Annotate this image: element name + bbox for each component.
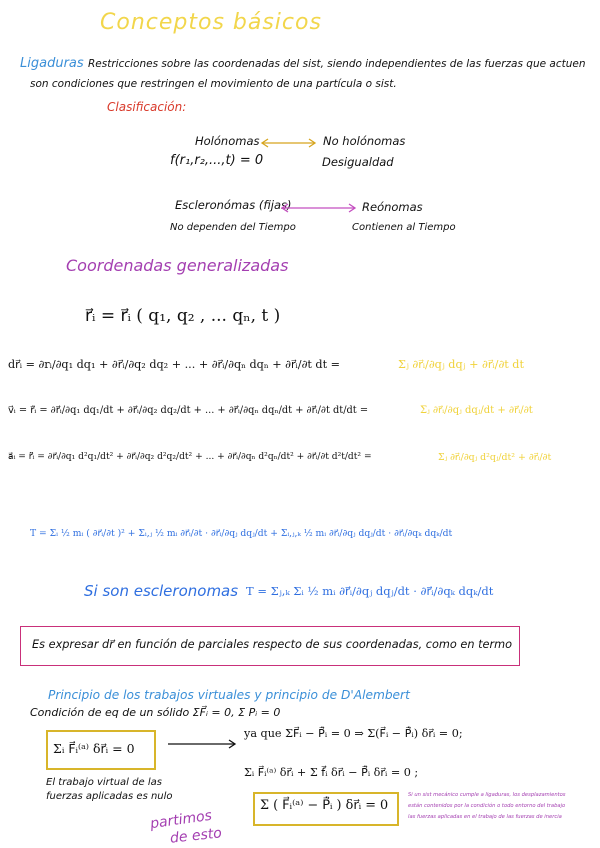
position-equation: r⃗ᵢ = r⃗ᵢ ( q₁, q₂ , ... qₙ, t ) bbox=[85, 306, 281, 326]
note-text: Es expresar dr⃗ en función de parciales respecto de sus coordenadas, como en termo bbox=[32, 638, 513, 651]
implication-arrow bbox=[168, 740, 235, 748]
escleronomas-double-arrow bbox=[282, 204, 355, 212]
desigualdad-label: Desigualdad bbox=[322, 155, 394, 169]
kinetic-energy-escleronomas: T = Σⱼ,ₖ Σᵢ ½ mᵢ ∂r⃗ᵢ/∂qⱼ dqⱼ/dt · ∂r⃗ᵢ/∂qₖ dqₖ/dt bbox=[246, 584, 494, 598]
holonomas-label: Holónomas bbox=[195, 134, 260, 148]
escleronomas-label: Escleronómas (fijas) bbox=[175, 198, 292, 212]
reonomas-label: Reónomas bbox=[362, 200, 423, 214]
acceleration-sum: Σⱼ ∂r⃗ᵢ/∂qⱼ d²qⱼ/dt² + ∂r⃗ᵢ/∂t bbox=[438, 452, 552, 463]
side-note-line1: Si un sist mecánico cumple a ligaduras, los desplazamientos bbox=[408, 792, 566, 798]
dalembert-derivation: ya que ΣF⃗ᵢ − P⃗̇ᵢ = 0 ⇒ Σ(F⃗ᵢ − P⃗̇ᵢ) δr⃗ᵢ = 0; bbox=[244, 727, 463, 740]
differential-equation: dr⃗ᵢ = ∂rᵢ/∂q₁ dq₁ + ∂r⃗ᵢ/∂q₂ dq₂ + ... + ∂r⃗ᵢ/∂qₙ dqₙ + ∂r⃗ᵢ/∂t dt = bbox=[8, 358, 340, 371]
velocity-sum: Σⱼ ∂r⃗ᵢ/∂qⱼ dqⱼ/dt + ∂r⃗ᵢ/∂t bbox=[420, 405, 533, 416]
side-note-line3: las fuerzas aplicadas en el trabajo de las fuerzas de inercia bbox=[408, 814, 562, 820]
virtual-work-note-line2: fuerzas aplicadas es nulo bbox=[46, 791, 173, 802]
virtual-work-note-line1: El trabajo virtual de las bbox=[46, 777, 162, 788]
holonomas-double-arrow bbox=[262, 139, 315, 147]
no-holonomas-label: No holónomas bbox=[323, 134, 406, 148]
ligaduras-definition-line1: Restricciones sobre las coordenadas del sist, siendo independientes de las fuerzas que actuen bbox=[88, 58, 586, 70]
no-dependen-tiempo: No dependen del Tiempo bbox=[170, 222, 296, 233]
equilibrium-condition: Condición de eq de un sólido ΣF⃗ᵢ = 0, Σ Pᵢ = 0 bbox=[30, 706, 281, 719]
contienen-tiempo: Contienen al Tiempo bbox=[352, 222, 456, 233]
page-title: Conceptos básicos bbox=[100, 10, 322, 35]
coordenadas-heading: Coordenadas generalizadas bbox=[66, 256, 289, 275]
ligaduras-definition-line2: son condiciones que restringen el movimiento de una partícula o sist. bbox=[30, 78, 397, 90]
acceleration-equation: a⃗ᵢ = r⃗̈ᵢ = ∂r⃗ᵢ/∂q₁ d²q₁/dt² + ∂r⃗ᵢ/∂q₂ d²q₂/dt² + ... + ∂r⃗ᵢ/∂qₙ d²qₙ/dt² + ∂r⃗ᵢ/∂t d²t/dt² = bbox=[8, 452, 372, 462]
differential-sum: Σⱼ ∂r⃗ᵢ/∂qⱼ dqⱼ + ∂r⃗ᵢ/∂t dt bbox=[398, 358, 524, 371]
dalembert-equation: Σ ( F⃗ᵢ⁽ᵃ⁾ − P⃗̇ᵢ ) δr⃗ᵢ = 0 bbox=[260, 798, 389, 813]
kinetic-energy-equation: T = Σᵢ ½ mᵢ ( ∂r⃗ᵢ/∂t )² + Σᵢ,ⱼ ½ mᵢ ∂r⃗ᵢ/∂t · ∂r⃗ᵢ/∂qⱼ dqⱼ/dt + Σᵢ,ⱼ,ₖ ½ mᵢ ∂r⃗ᵢ/∂qⱼ dqⱼ/dt · ∂r⃗ᵢ/∂qₖ dqₖ/dt bbox=[30, 528, 453, 539]
principio-heading: Principio de los trabajos virtuales y principio de D'Alembert bbox=[48, 688, 410, 702]
ligaduras-label: Ligaduras bbox=[20, 56, 84, 71]
dalembert-expansion: Σᵢ F⃗ᵢ⁽ᵃ⁾ δr⃗ᵢ + Σ f⃗ᵢ δr⃗ᵢ − P⃗̇ᵢ δr⃗ᵢ = 0 ; bbox=[244, 766, 419, 779]
clasificacion-label: Clasificación: bbox=[107, 100, 187, 114]
partimos-note-line1: partimos bbox=[149, 807, 213, 833]
escleronomas-condition: Si son escleronomas bbox=[84, 582, 239, 600]
partimos-note-line2: de esto bbox=[169, 825, 223, 847]
side-note-line2: están contenidos por la condición o todo entorno del trabajo bbox=[408, 803, 566, 809]
velocity-equation: v⃗ᵢ = r⃗̇ᵢ = ∂r⃗ᵢ/∂q₁ dq₁/dt + ∂r⃗ᵢ/∂q₂ dq₂/dt + ... + ∂r⃗ᵢ/∂qₙ dqₙ/dt + ∂r⃗ᵢ/∂t dt/dt = bbox=[8, 405, 369, 416]
virtual-work-equation: Σᵢ F⃗ᵢ⁽ᵃ⁾ δr⃗ᵢ = 0 bbox=[53, 741, 135, 756]
holonomas-equation: f(r₁,r₂,...,t) = 0 bbox=[170, 153, 264, 168]
